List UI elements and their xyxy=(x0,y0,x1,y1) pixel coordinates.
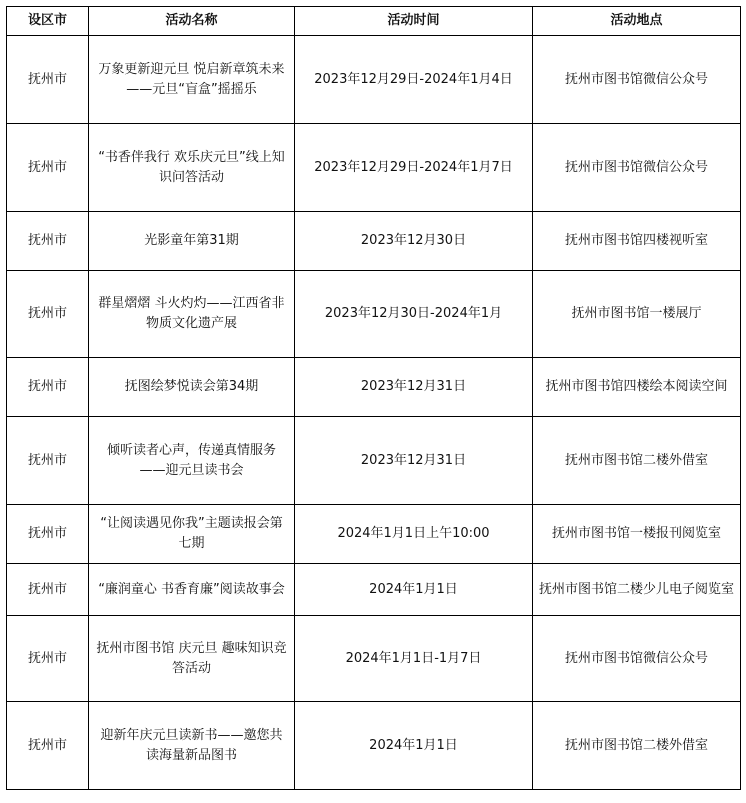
header-time: 活动时间 xyxy=(295,7,533,36)
cell-time: 2023年12月30日 xyxy=(295,212,533,271)
cell-time: 2023年12月29日-2024年1月7日 xyxy=(295,124,533,212)
cell-time: 2024年1月1日-1月7日 xyxy=(295,616,533,702)
header-name: 活动名称 xyxy=(89,7,295,36)
cell-name: 倾听读者心声，传递真情服务——迎元旦读书会 xyxy=(89,417,295,505)
cell-city: 抚州市 xyxy=(7,417,89,505)
cell-place: 抚州市图书馆一楼展厅 xyxy=(533,271,741,358)
table-row xyxy=(7,417,741,505)
table-row xyxy=(7,616,741,702)
table-row xyxy=(7,36,741,124)
table-row xyxy=(7,505,741,564)
cell-time: 2024年1月1日 xyxy=(295,702,533,790)
table-row xyxy=(7,271,741,358)
header-city: 设区市 xyxy=(7,7,89,36)
cell-city: 抚州市 xyxy=(7,564,89,616)
cell-place: 抚州市图书馆二楼少儿电子阅览室 xyxy=(533,564,741,616)
cell-time: 2023年12月31日 xyxy=(295,417,533,505)
cell-city: 抚州市 xyxy=(7,124,89,212)
cell-city: 抚州市 xyxy=(7,212,89,271)
cell-place: 抚州市图书馆微信公众号 xyxy=(533,36,741,124)
cell-place: 抚州市图书馆二楼外借室 xyxy=(533,702,741,790)
cell-name: “廉润童心 书香育廉”阅读故事会 xyxy=(89,564,295,616)
cell-place: 抚州市图书馆二楼外借室 xyxy=(533,417,741,505)
events-table xyxy=(6,6,741,790)
cell-name: 迎新年庆元旦读新书——邀您共读海量新品图书 xyxy=(89,702,295,790)
table-row xyxy=(7,358,741,417)
table-row xyxy=(7,124,741,212)
cell-place: 抚州市图书馆微信公众号 xyxy=(533,124,741,212)
cell-city: 抚州市 xyxy=(7,358,89,417)
cell-name: 万象更新迎元旦 悦启新章筑未来——元旦“盲盒”摇摇乐 xyxy=(89,36,295,124)
cell-name: 光影童年第31期 xyxy=(89,212,295,271)
cell-city: 抚州市 xyxy=(7,271,89,358)
cell-time: 2023年12月30日-2024年1月 xyxy=(295,271,533,358)
cell-time: 2023年12月31日 xyxy=(295,358,533,417)
table-row xyxy=(7,212,741,271)
cell-time: 2024年1月1日 xyxy=(295,564,533,616)
cell-time: 2024年1月1日上午10:00 xyxy=(295,505,533,564)
cell-city: 抚州市 xyxy=(7,505,89,564)
table-row xyxy=(7,702,741,790)
cell-time: 2023年12月29日-2024年1月4日 xyxy=(295,36,533,124)
header-place: 活动地点 xyxy=(533,7,741,36)
cell-name: “让阅读遇见你我”主题读报会第七期 xyxy=(89,505,295,564)
cell-city: 抚州市 xyxy=(7,616,89,702)
cell-name: 群星熠熠 斗火灼灼——江西省非物质文化遗产展 xyxy=(89,271,295,358)
cell-place: 抚州市图书馆四楼绘本阅读空间 xyxy=(533,358,741,417)
cell-place: 抚州市图书馆微信公众号 xyxy=(533,616,741,702)
cell-name: 抚州市图书馆 庆元旦 趣味知识竞答活动 xyxy=(89,616,295,702)
header-row xyxy=(7,7,741,36)
cell-city: 抚州市 xyxy=(7,702,89,790)
cell-place: 抚州市图书馆一楼报刊阅览室 xyxy=(533,505,741,564)
cell-name: “书香伴我行 欢乐庆元旦”线上知识问答活动 xyxy=(89,124,295,212)
cell-city: 抚州市 xyxy=(7,36,89,124)
table-row xyxy=(7,564,741,616)
cell-name: 抚图绘梦悦读会第34期 xyxy=(89,358,295,417)
cell-place: 抚州市图书馆四楼视听室 xyxy=(533,212,741,271)
